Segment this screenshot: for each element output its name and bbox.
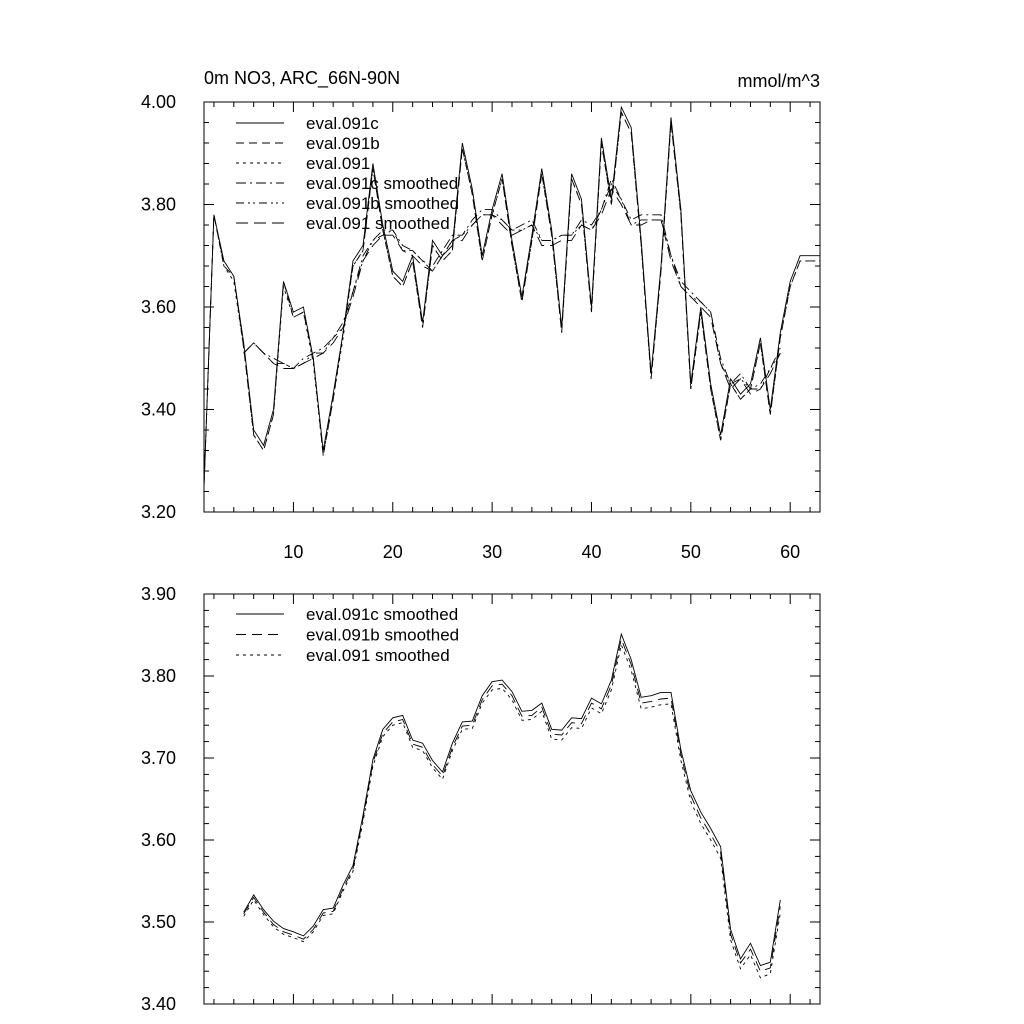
y-tick-label: 3.40 <box>140 399 176 420</box>
legend-label: eval.091b <box>306 134 380 153</box>
legend-label: eval.091b smoothed <box>306 625 460 645</box>
legend-label: eval.091c smoothed <box>306 174 459 193</box>
y-tick-label: 3.60 <box>140 297 176 317</box>
legend-label: eval.091c <box>306 114 379 133</box>
bottom-panel <box>141 584 820 1014</box>
series-line-3 <box>244 645 781 978</box>
legend-label: eval.091c smoothed <box>306 605 459 624</box>
x-tick-label: 10 <box>283 542 304 562</box>
x-tick-label: 20 <box>382 542 403 562</box>
series-line-2 <box>244 639 781 971</box>
legend-label: eval.091 smoothed <box>306 646 450 665</box>
y-tick-label: 4.00 <box>140 92 176 112</box>
y-tick-label: 3.60 <box>140 830 176 850</box>
units-label: mmol/m^3 <box>737 71 820 91</box>
legend-label: eval.091 smoothed <box>306 214 450 233</box>
legend-label: eval.091b smoothed <box>306 194 460 213</box>
series-line-1 <box>244 634 781 965</box>
series-line-1 <box>204 107 820 486</box>
y-tick-label: 3.80 <box>140 666 176 686</box>
x-tick-label: 40 <box>581 542 602 562</box>
series-line-2 <box>204 112 820 486</box>
x-tick-label: 50 <box>680 542 701 562</box>
plot-frame <box>204 102 820 512</box>
y-tick-label: 3.50 <box>140 912 176 932</box>
chart-title: 0m NO3, ARC_66N-90N <box>204 68 401 88</box>
y-tick-label: 3.80 <box>140 194 176 215</box>
plot-frame <box>204 594 820 1004</box>
y-tick-label: 3.90 <box>140 584 176 604</box>
x-tick-label: 60 <box>780 542 801 562</box>
series-line-3 <box>204 112 820 486</box>
x-tick-label: 30 <box>482 542 503 562</box>
y-tick-label: 3.70 <box>140 748 176 768</box>
top-panel <box>141 92 820 562</box>
y-tick-label: 3.40 <box>140 994 176 1014</box>
legend-label: eval.091 <box>306 154 371 173</box>
y-tick-label: 3.20 <box>140 502 176 522</box>
